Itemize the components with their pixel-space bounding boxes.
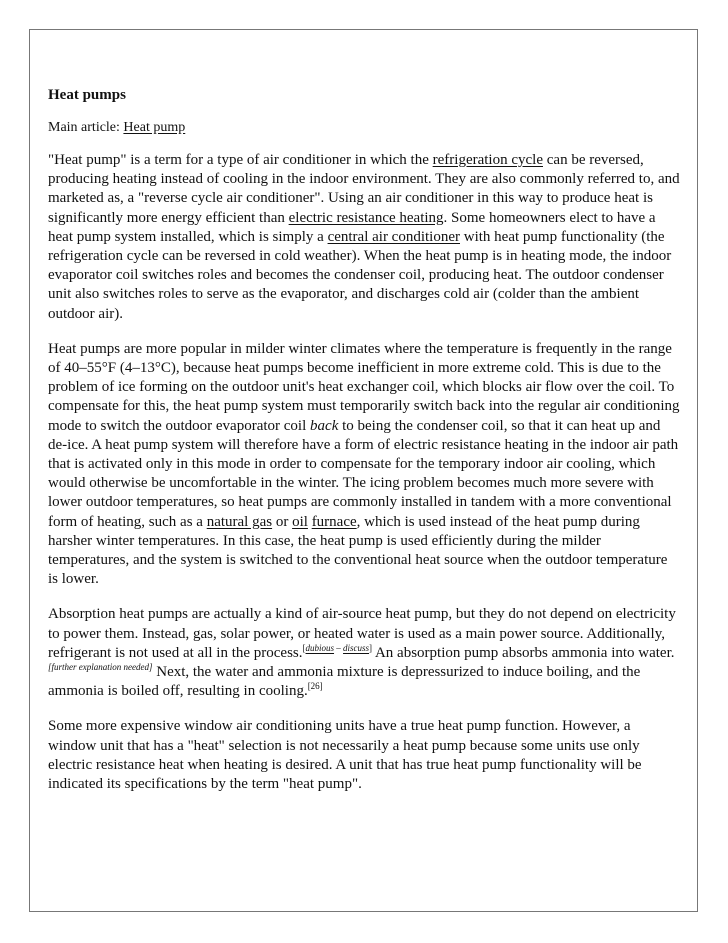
p2-text-2: to being the condenser coil, so that it can heat up and de-ice. A heat pump system will therefore have a form of electric resistance heating in the indoor air path that is activated only in this mode in order to compensate for the temporary indoor air cooling, which would otherwise be uncomfortable in the winter. The icing problem becomes much more severe with lower outdoor temperatures, so heat pumps are commonly installed in tandem with a more conventional form of heating, such as a — [48, 417, 679, 530]
further-explanation-label: [further explanation needed] — [48, 662, 153, 673]
note-bracket-open: [ — [302, 642, 306, 653]
paragraph-3 — [48, 605, 680, 701]
p1-text-1: "Heat pump" is a term for a type of air conditioner in which the — [48, 152, 433, 168]
natural-gas-link[interactable]: natural gas — [206, 513, 273, 530]
discuss-label: discuss — [343, 642, 370, 653]
paragraph-1 — [48, 151, 680, 324]
central-air-conditioner-link[interactable]: central air conditioner — [327, 228, 460, 245]
p1-text-2: can be reversed, producing heating instead of cooling in the indoor environment. They are also commonly referred to, and marketed as, a "reverse cycle air conditioner". Using an air conditioner in this way to produce heat is significantly more energy efficient than — [48, 152, 680, 226]
p1-text-4: with heat pump functionality (the refrigeration cycle can be reversed in cold weather). When the heat pump is in heating mode, the indoor evaporator coil switches roles and becomes the condenser coil, producing heat. The outdoor condenser unit also switches roles to serve as the evaporator, and discharges cold air (colder than the ambient outdoor air). — [48, 228, 672, 322]
dubious-link[interactable] — [306, 643, 335, 653]
main-article-note — [48, 118, 680, 137]
p3-text-1: Absorption heat pumps are actually a kind of air-source heat pump, but they do not depend on electricity to power them. Instead, gas, solar power, or heated water is used as a main power source. Additionally, refrigerant is not used at all in the process. — [48, 606, 676, 661]
dubious-label: dubious — [305, 642, 335, 653]
p3-text-3: Next, the water and ammonia mixture is depressurized to induce boiling, and the ammonia is boiled off, resulting in cooling. — [48, 664, 641, 700]
p2-text-1: Heat pumps are more popular in milder winter climates where the temperature is frequently in the range of 40–55°F (4–13°C), because heat pumps become inefficient in more extreme cold. This is due to the problem of ice forming on the outdoor unit's heat exchanger coil, which blocks air flow over the coil. To compensate for this, the heat pump system must temporarily switch back into the regular air conditioning mode to switch the outdoor evaporator coil — [48, 340, 680, 434]
document-body — [48, 86, 680, 810]
note-bracket-close: ] — [369, 642, 373, 653]
p1-text-3: . Some homeowners elect to have a heat pump system installed, which is simply a — [48, 209, 656, 245]
furnace-link[interactable]: furnace — [311, 513, 357, 530]
section-heading: Heat pumps — [48, 87, 126, 103]
further-explanation-note[interactable] — [48, 662, 152, 672]
paragraph-4 — [48, 717, 680, 794]
citation-26[interactable]: [26] — [307, 681, 323, 692]
p2-text-3: or — [272, 513, 293, 530]
discuss-link[interactable] — [343, 643, 369, 653]
p4-text-1: Some more expensive window air conditioning units have a true heat pump function. However, a window unit that has a "heat" selection is not necessarily a heat pump because some units use only electric resistance heat when heating is desired. A unit that has true heat pump functionality will be indicated its specifications by the term "heat pump". — [48, 718, 642, 793]
main-article-prefix: Main article: — [48, 120, 124, 135]
p2-text-5: , which is used instead of the heat pump during harsher winter temperatures. In this case, the heat pump is used efficiently during the milder temperatures, and the system is switched to the conventional heat source when the outdoor temperature is lower. — [48, 513, 668, 588]
electric-resistance-heating-link[interactable]: electric resistance heating — [288, 209, 444, 226]
note-separator: – — [334, 642, 344, 653]
heat-pump-link[interactable]: Heat pump — [123, 120, 186, 135]
dubious-discuss-note — [303, 643, 373, 653]
refrigeration-cycle-link[interactable]: refrigeration cycle — [432, 152, 543, 168]
p3-text-2: An absorption pump absorbs ammonia into water. — [372, 644, 675, 661]
oil-link[interactable]: oil — [292, 513, 308, 530]
p2-emphasis-back: back — [310, 417, 339, 434]
paragraph-2 — [48, 340, 680, 590]
